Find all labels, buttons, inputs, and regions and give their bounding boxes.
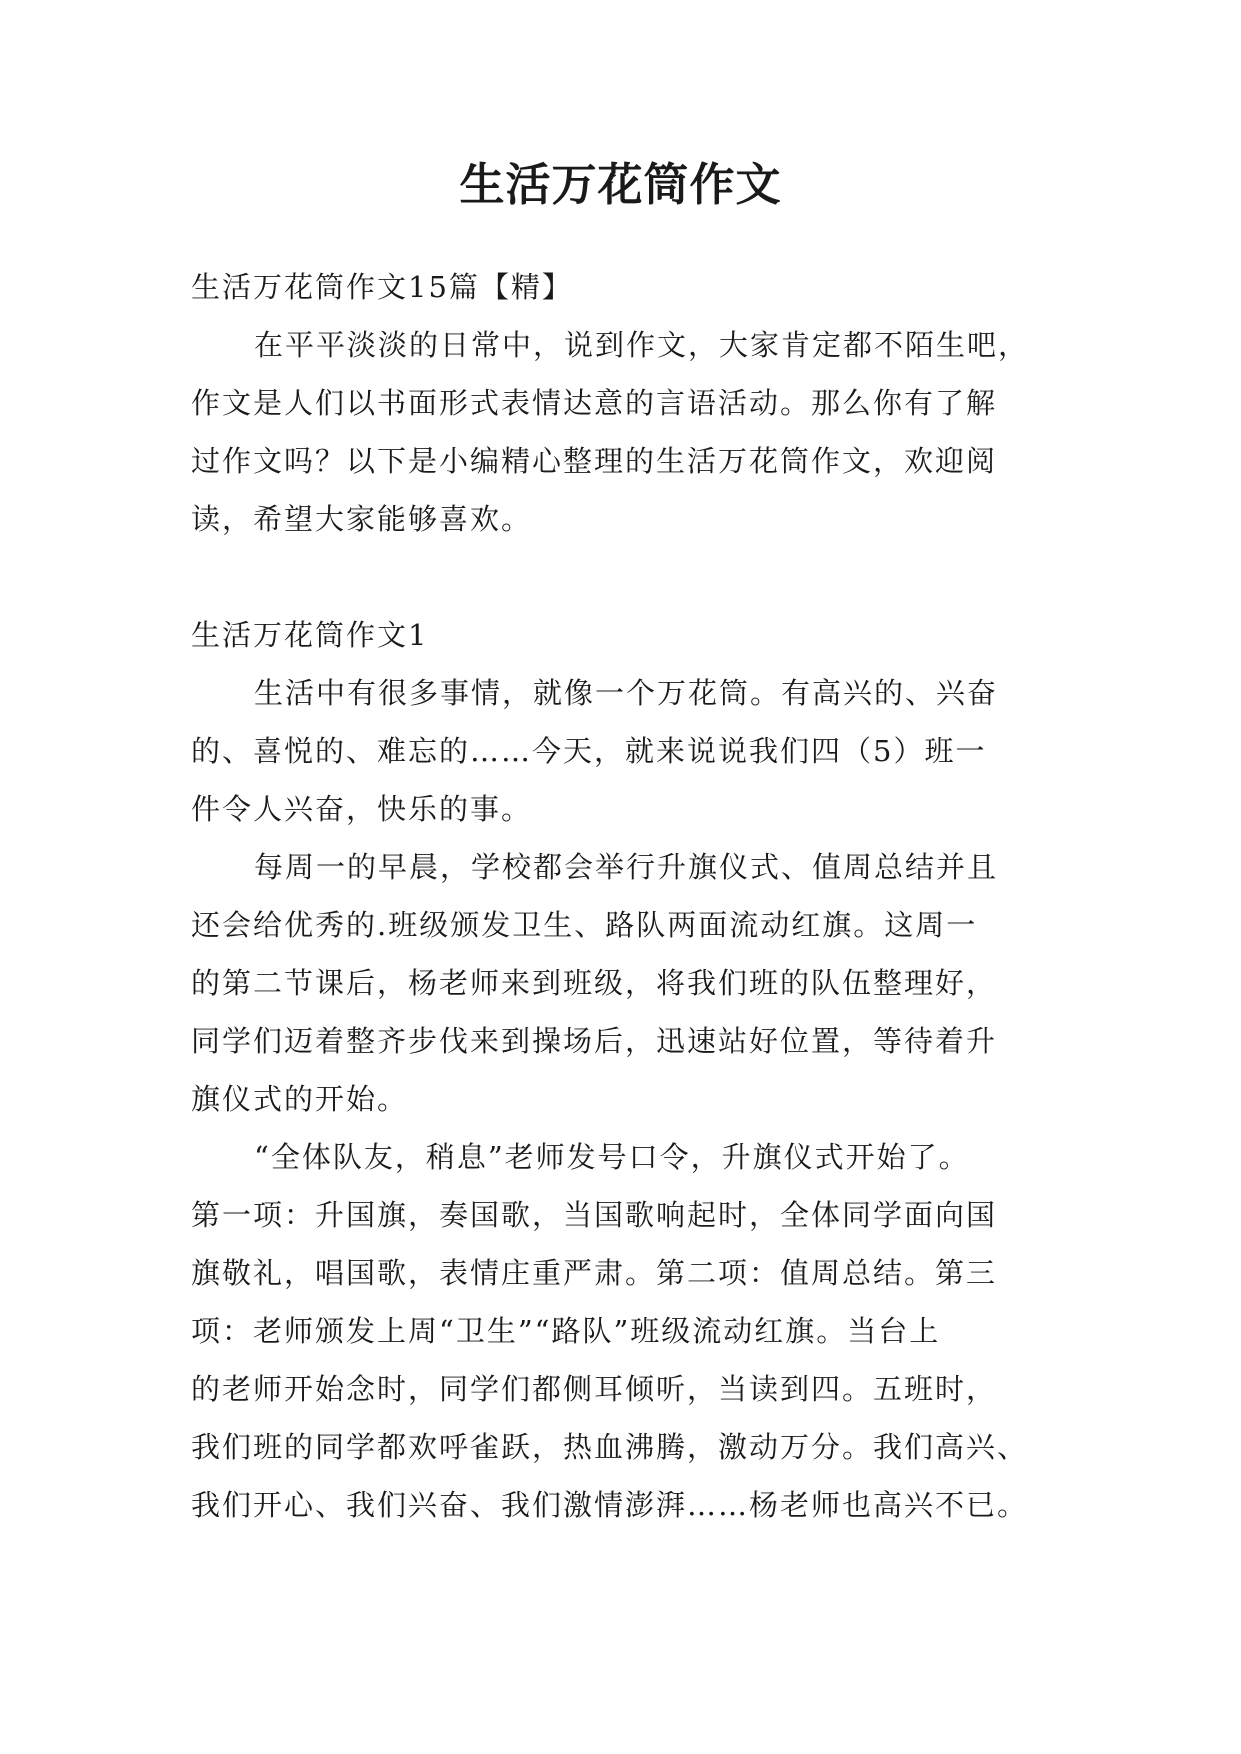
document-body xyxy=(191,258,1071,1534)
intro-line: 过作文吗？以下是小编精心整理的生活万花筒作文，欢迎阅 xyxy=(191,444,998,478)
paragraph-3-line: 项：老师颁发上周“卫生”“路队”班级流动红旗。当台上 xyxy=(191,1314,941,1348)
paragraph-2-line: 每周一的早晨，学校都会举行升旗仪式、值周总结并且 xyxy=(254,850,999,884)
paragraph-1-line: 的、喜悦的、难忘的……今天，就来说说我们四（5）班一 xyxy=(191,734,987,768)
paragraph-2-line: 还会给优秀的.班级颁发卫生、路队两面流动红旗。这周一 xyxy=(191,908,978,942)
section-heading: 生活万花筒作文1 xyxy=(191,618,429,652)
intro-line: 读，希望大家能够喜欢。 xyxy=(191,502,533,536)
paragraph-2-line: 同学们迈着整齐步伐来到操场后，迅速站好位置，等待着升 xyxy=(191,1024,998,1058)
paragraph-3-line: 的老师开始念时，同学们都侧耳倾听，当读到四。五班时， xyxy=(191,1372,998,1406)
paragraph-3-line: 我们班的同学都欢呼雀跃，热血沸腾，激动万分。我们高兴、 xyxy=(191,1430,1029,1464)
paragraph-3-line: 旗敬礼，唱国歌，表情庄重严肃。第二项：值周总结。第三 xyxy=(191,1256,998,1290)
paragraph-spacer xyxy=(191,548,1071,606)
paragraph-1-line: 件令人兴奋，快乐的事。 xyxy=(191,792,533,826)
page-title: 生活万花筒作文 xyxy=(459,158,782,211)
paragraph-2-line: 的第二节课后，杨老师来到班级，将我们班的队伍整理好， xyxy=(191,966,998,1000)
paragraph-3-line: 第一项：升国旗，奏国歌，当国歌响起时，全体同学面向国 xyxy=(191,1198,998,1232)
intro-line: 作文是人们以书面形式表情达意的言语活动。那么你有了解 xyxy=(191,386,998,420)
intro-line: 在平平淡淡的日常中，说到作文，大家肯定都不陌生吧， xyxy=(254,328,1030,362)
paragraph-2-line: 旗仪式的开始。 xyxy=(191,1082,409,1116)
article-subtitle: 生活万花筒作文15篇【精】 xyxy=(191,270,573,304)
paragraph-3-line: 我们开心、我们兴奋、我们激情澎湃……杨老师也高兴不已。 xyxy=(191,1488,1029,1522)
paragraph-1-line: 生活中有很多事情，就像一个万花筒。有高兴的、兴奋 xyxy=(254,676,999,710)
paragraph-3-line: “全体队友，稍息”老师发号口令，升旗仪式开始了。 xyxy=(254,1140,970,1174)
